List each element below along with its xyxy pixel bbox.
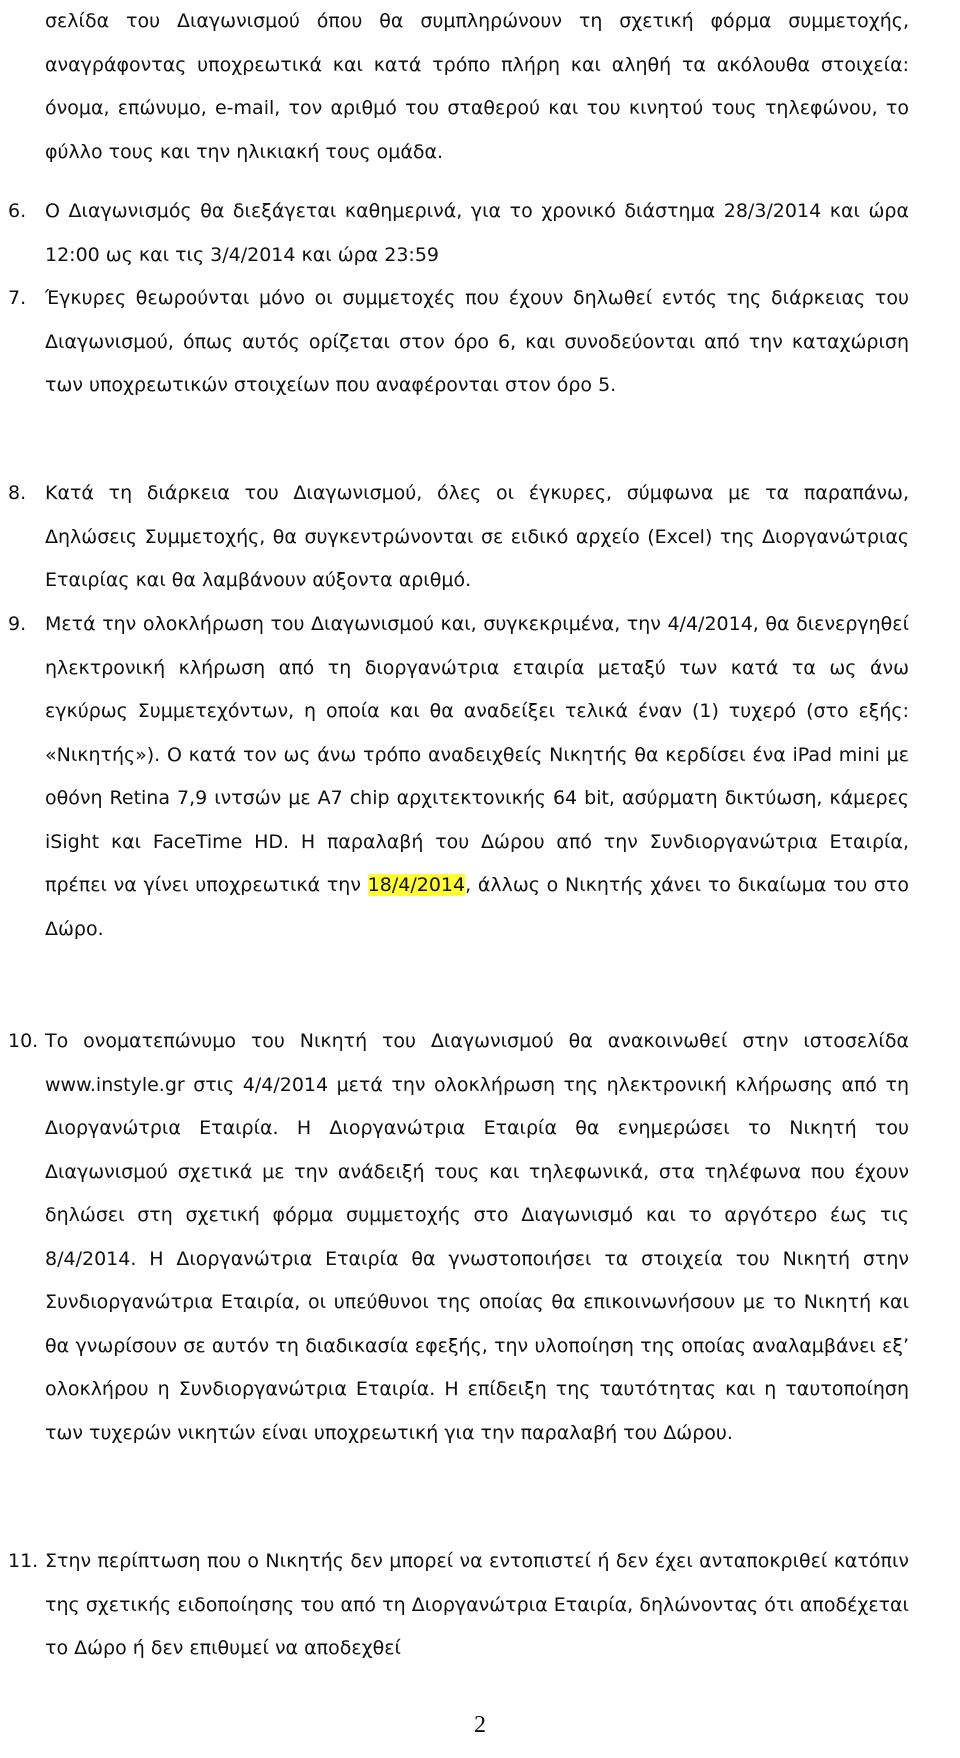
list-item-9 xyxy=(8,603,909,951)
item-text xyxy=(45,603,909,951)
item-number: 7. xyxy=(8,287,27,309)
highlighted-date: 18/4/2014 xyxy=(367,874,466,896)
list-item-6 xyxy=(8,190,909,277)
item-text-before: Μετά την ολοκλήρωση του Διαγωνισμού και, συγκεκριμένα, την 4/4/2014, θα διενεργηθεί ηλεκτρονική κλήρωση από τη διοργανώτρια εταιρία μεταξύ των κατά τα ως άνω εγκύρως Συμμετεχόντων, η οποία και θα αναδείξει τελικά έναν (1) τυχερό (στο εξής: «Νικητής»). Ο κατά τον ως άνω τρόπο αναδειχθείς Νικητής θα κερδίσει ένα iPad mini με οθόνη Retina 7,9 ιντσών με A7 chip αρχιτεκτονικής 64 bit, ασύρματη δικτύωση, κάμερες iSight και FaceTime HD. Η παραλαβή του Δώρου από την Συνδιοργανώτρια Εταιρία, πρέπει να γίνει υποχρεωτικά την xyxy=(45,613,909,896)
item-number: 8. xyxy=(8,482,27,504)
item-text: Το ονοματεπώνυμο του Νικητή του Διαγωνισμού θα ανακοινωθεί στην ιστοσελίδα www.instyle.gr στις 4/4/2014 μετά την ολοκλήρωση της ηλεκτρονική κλήρωσης από τη Διοργανώτρια Εταιρία. Η Διοργανώτρια Εταιρία θα ενημερώσει το Νικητή του Διαγωνισμού σχετικά με την ανάδειξή τους και τηλεφωνικά, στα τηλέφωνα που έχουν δηλώσει στη σχετική φόρμα συμμετοχής στο Διαγωνισμό και το αργότερο έως τις 8/4/2014. Η Διοργανώτρια Εταιρία θα γνωστοποιήσει τα στοιχεία του Νικητή στην Συνδιοργανώτρια Εταιρία, οι υπεύθυνοι της οποίας θα επικοινωνήσουν με το Νικητή και θα γνωρίσουν σε αυτόν τη διαδικασία εφεξής, την υλοποίηση της οποίας αναλαμβάνει εξ’ ολοκλήρου η Συνδιοργανώτρια Εταιρία. Η επίδειξη της ταυτότητας και η ταυτοποίηση των τυχερών νικητών είναι υποχρεωτική για την παραλαβή του Δώρου. xyxy=(45,1030,909,1444)
list-item-7 xyxy=(8,277,909,408)
item-text: Έγκυρες θεωρούνται μόνο οι συμμετοχές που έχουν δηλωθεί εντός της διάρκειας του Διαγωνισμού, όπως αυτός ορίζεται στον όρο 6, και συνοδεύονται από την καταχώριση των υποχρεωτικών στοιχείων που αναφέρονται στον όρο 5. xyxy=(45,287,909,396)
page-number: 2 xyxy=(474,1712,486,1738)
item-text: Στην περίπτωση που ο Νικητής δεν μπορεί να εντοπιστεί ή δεν έχει ανταποκριθεί κατόπιν της σχετικής ειδοποίησης του από τη Διοργανώτρια Εταιρία, δηλώνοντας ότι αποδέχεται το Δώρο ή δεν επιθυμεί να αποδεχθεί xyxy=(45,1550,909,1659)
list-item-10 xyxy=(8,1020,909,1455)
item-number: 10. xyxy=(8,1030,39,1052)
list-item-8 xyxy=(8,472,909,603)
item-number: 9. xyxy=(8,613,27,635)
item-number: 6. xyxy=(8,200,27,222)
list-item-11 xyxy=(8,1540,909,1671)
item-number: 11. xyxy=(8,1550,39,1572)
item-text-after: , άλλως ο Νικητής χάνει το δικαίωμα του στο Δώρο. xyxy=(45,874,909,940)
intro-paragraph: σελίδα του Διαγωνισμού όπου θα συμπληρώνουν τη σχετική φόρμα συμμετοχής, αναγράφοντας υποχρεωτικά και κατά τρόπο πλήρη και αληθή τα ακόλουθα στοιχεία: όνομα, επώνυμο, e-mail, τον αριθμό του σταθερού και του κινητού τους τηλεφώνου, το φύλλο τους και την ηλικιακή τους ομάδα. xyxy=(45,10,909,163)
item-text: Κατά τη διάρκεια του Διαγωνισμού, όλες οι έγκυρες, σύμφωνα με τα παραπάνω, Δηλώσεις Συμμετοχής, θα συγκεντρώνονται σε ειδικό αρχείο (Excel) της Διοργανώτριας Εταιρίας και θα λαμβάνουν αύξοντα αριθμό. xyxy=(45,482,909,591)
item-text: Ο Διαγωνισμός θα διεξάγεται καθημερινά, για το χρονικό διάστημα 28/3/2014 και ώρα 12:00 ως και τις 3/4/2014 και ώρα 23:59 xyxy=(45,200,909,266)
